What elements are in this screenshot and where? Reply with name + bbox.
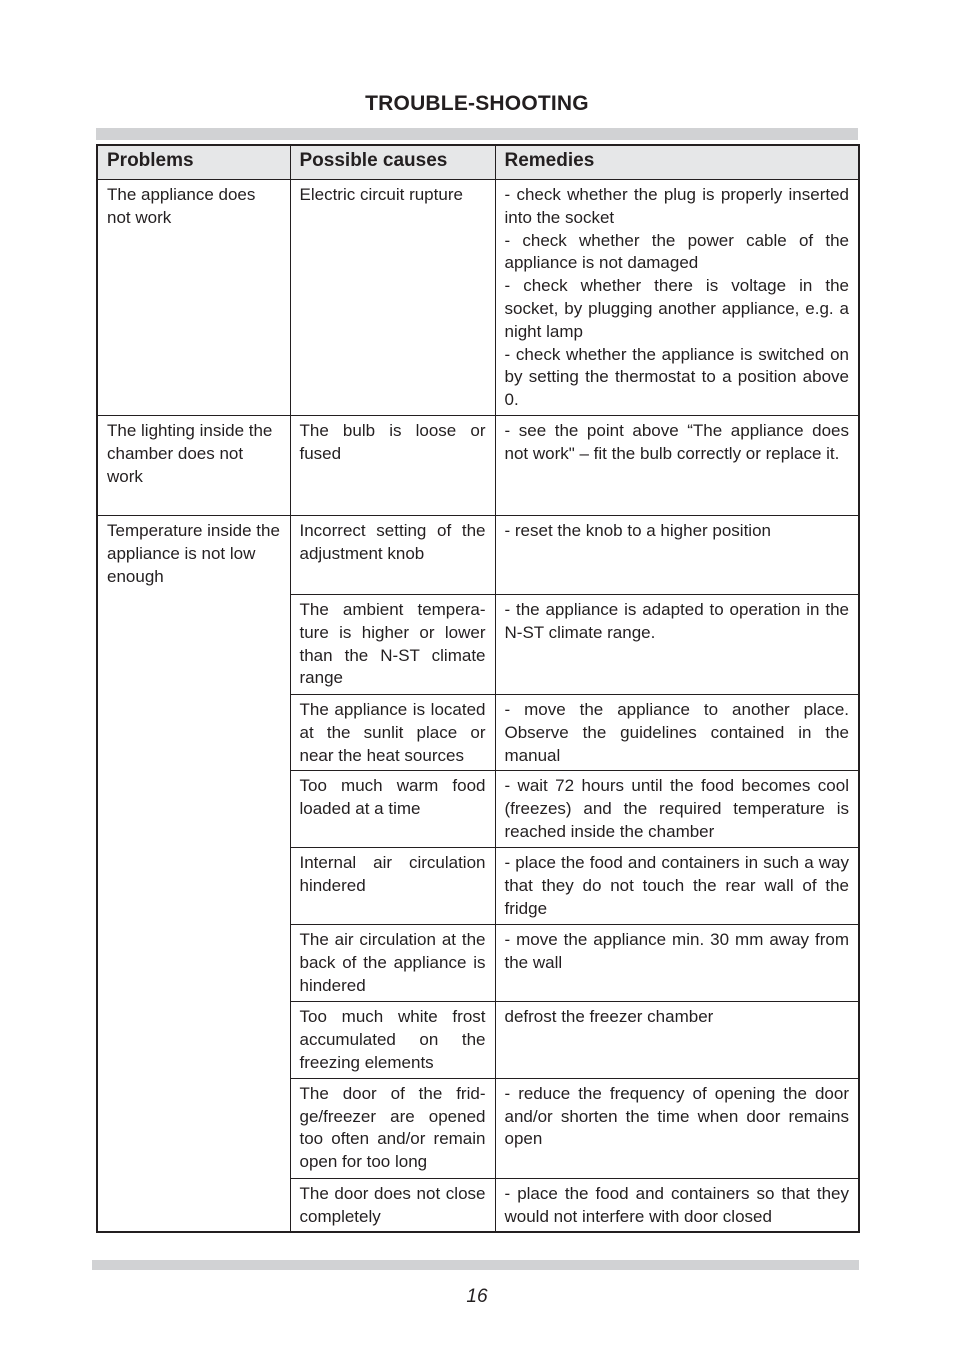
header-causes: Possible causes [290,145,495,180]
table-row [97,416,859,516]
remedy-cell: - wait 72 hours until the food becomes cool (freezes) and the required temperature is reached inside the chamber [495,771,859,848]
cause-cell: The bulb is loose or fused [290,416,495,516]
header-remedies: Remedies [495,145,859,180]
remedy-cell [495,180,859,416]
remedy-cell: - place the food and containers so that they would not interfere with door closed [495,1178,859,1232]
table-header-row [97,145,859,180]
trouble-shooting-table [96,144,860,1233]
remedy-line: - check whether the appliance is switched on by setting the thermostat to a position above 0. [504,344,849,410]
cause-cell: Too much white frost accumulated on the freezing elements [290,1002,495,1078]
page-number: 16 [466,1286,488,1307]
remedy-cell: - reset the knob to a higher position [495,516,859,595]
remedy-line: - check whether there is voltage in the socket, by plugging another appliance, e.g. a night lamp [504,276,849,341]
remedy-line: - check whether the power cable of the appliance is not damaged [504,230,849,273]
remedy-cell: - move the appliance min. 30 mm away from the wall [495,925,859,1002]
cause-cell: The ambient tempera-ture is higher or lower than the N-ST climate range [290,595,495,695]
remedy-cell: defrost the freezer chamber [495,1002,859,1078]
remedy-line: - check whether the plug is properly inserted into the socket [504,185,849,227]
cause-cell: The door does not close completely [290,1178,495,1232]
page-title: TROUBLE-SHOOTING [365,92,589,115]
cause-cell: The appliance is located at the sunlit place or near the heat sources [290,695,495,771]
remedy-cell: - move the appliance to another place. Observe the guidelines contained in the manual [495,695,859,771]
cause-cell: Too much warm food loaded at a time [290,771,495,848]
cause-cell: Internal air circulation hindered [290,848,495,925]
table-row [97,180,859,416]
bottom-divider-bar [92,1260,859,1270]
cause-cell: Incorrect setting of the adjustment knob [290,516,495,595]
problem-cell: Temperature inside the appliance is not low enough [97,516,290,1233]
remedy-cell: - see the point above “The appliance does not work" – fit the bulb correctly or replace it. [495,416,859,516]
problem-cell: The lighting inside the chamber does not work [97,416,290,516]
cause-cell: The door of the frid-ge/freezer are opened too often and/or remain open for too long [290,1078,495,1178]
top-divider-bar [96,128,858,140]
remedy-cell: - reduce the frequency of opening the door and/or shorten the time when door remains open [495,1078,859,1178]
remedy-cell: - the appliance is adapted to operation in the N-ST climate range. [495,595,859,695]
header-problems: Problems [97,145,290,180]
problem-cell: The appliance does not work [97,180,290,416]
cause-cell: Electric circuit rupture [290,180,495,416]
cause-cell: The air circulation at the back of the appliance is hindered [290,925,495,1002]
remedy-cell: - place the food and containers in such a way that they do not touch the rear wall of the fridge [495,848,859,925]
table-row [97,516,859,595]
